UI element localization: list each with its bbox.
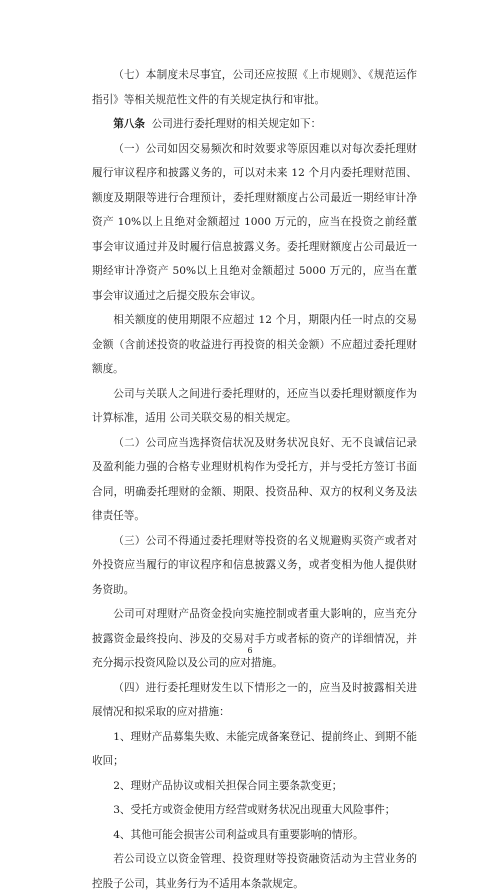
page-number: 6 (247, 646, 253, 655)
paragraph-clause-4: （四）进行委托理财发生以下情形之一的，应当及时披露相关进展情况和拟采取的应对措施： (92, 681, 417, 718)
article-label: 第八条 (113, 118, 145, 130)
list-item-2: 2、理财产品协议或相关担保合同主要条款变更； (113, 779, 343, 792)
paragraph-clause-2: （二）公司应当选择资信状况及财务状况良好、无不良诚信记录及盈利能力强的合格专业理财机构作为受托方，并与受托方签订书面合同，明确委托理财的金额、期限、投资品种、双方的权利义务及法律责任等。 (92, 436, 417, 522)
list-item-3: 3、受托方或资金使用方经营或财务状况出现重大风险事件； (113, 804, 396, 816)
paragraph-fund-control: 公司可对理财产品资金投向实施控制或者重大影响的，应当充分披露资金最终投向、涉及的交易对手方或者标的资产的详细情况，并充分揭示投资风险以及公司的应对措施。 (92, 608, 417, 669)
paragraph-quota-period: 相关额度的使用期限不应超过 12 个月，期限内任一时点的交易金额（含前述投资的收益进行再投资的相关金额）不应超过委托理财额度。 (92, 314, 417, 375)
article-8-heading (92, 112, 417, 137)
paragraph-subsidiary-exemption: 若公司设立以资金管理、投资理财等投资融资活动为主营业务的控股子公司，其业务行为不适用本条款规定。 (92, 853, 417, 890)
list-item-4: 4、其他可能会损害公司利益或具有重要影响的情形。 (113, 828, 364, 841)
article-heading-text: 公司进行委托理财的相关规定如下： (151, 118, 322, 130)
paragraph-clause-1: （一）公司如因交易频次和时效要求等原因难以对每次委托理财履行审议程序和披露义务的，可以对未来 12 个月内委托理财范围、额度及期限等进行合理预计，委托理财额度占公司最近一期经审计净资产 10%以上且绝对金额超过 1000 万元的，应当在投资之前经董事会审议通过并及时履行信息披露义务。委托理财额度占公司最近一期经审计净资产 50%以上且绝对金额超过 5000 万元的，应当在董事会审议通过之后提交股东会审议。 (92, 142, 417, 302)
list-item-1: 1、理财产品募集失败、未能完成备案登记、提前终止、到期不能收回； (92, 730, 417, 767)
paragraph-related-party: 公司与关联人之间进行委托理财的，还应当以委托理财额度作为计算标准，适用 公司关联交易的相关规定。 (92, 387, 417, 424)
paragraph-7-supplementary: （七）本制度未尽事宜，公司还应按照《上市规则》、《规范运作指引》等相关规范性文件的有关规定执行和审批。 (92, 69, 417, 106)
document-body (92, 63, 417, 896)
paragraph-clause-3: （三）公司不得通过委托理财等投资的名义规避购买资产或者对外投资应当履行的审议程序和信息披露义务，或者变相为他人提供财务资助。 (92, 534, 417, 596)
